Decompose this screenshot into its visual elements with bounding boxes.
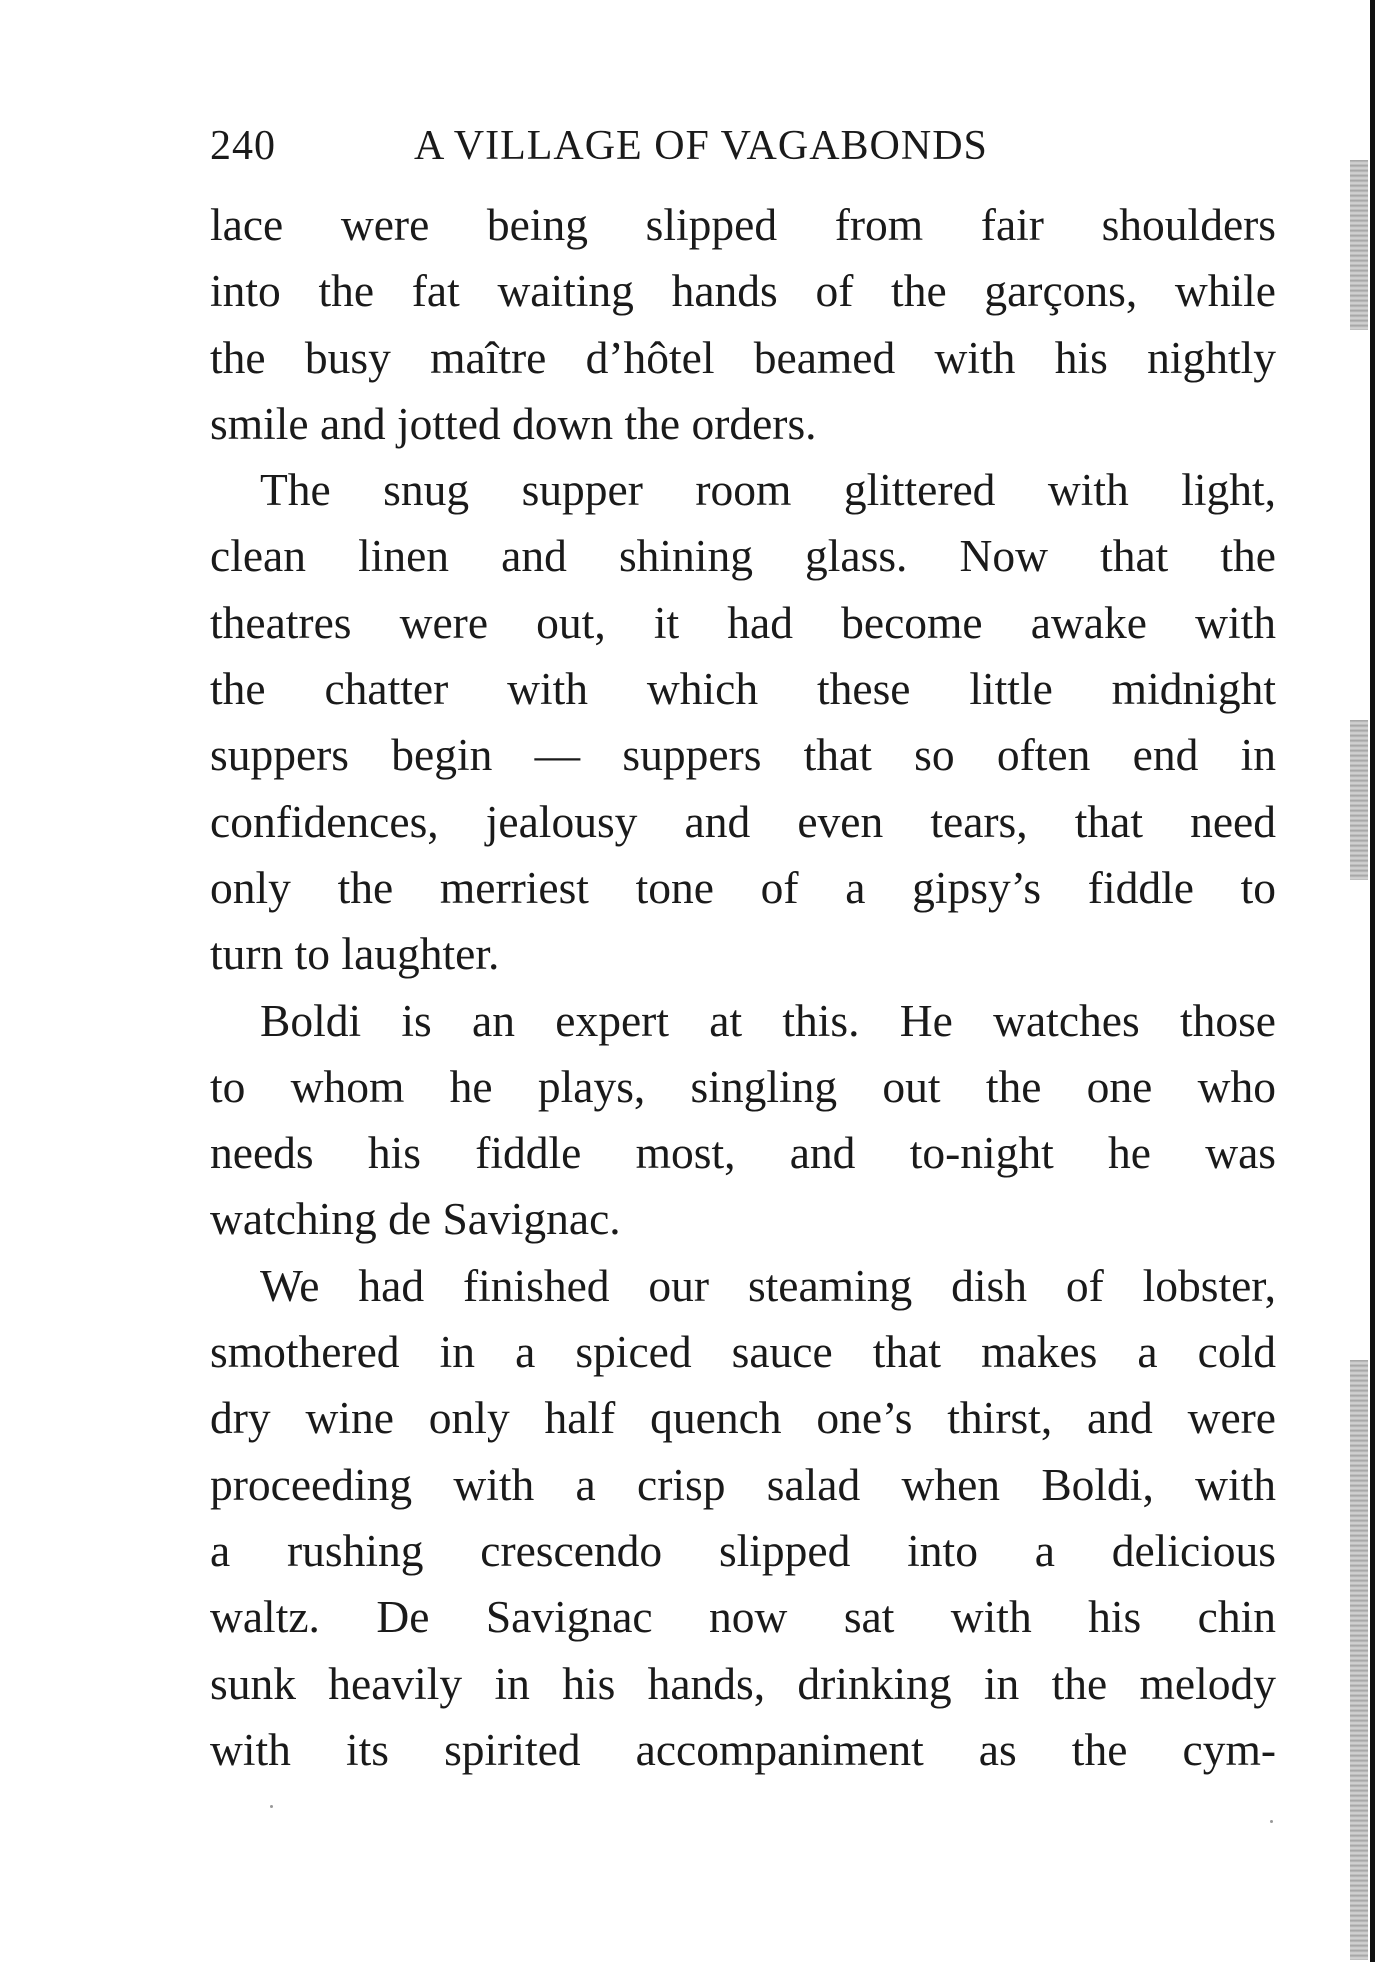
text-line: watching de Savignac. [210, 1193, 621, 1245]
running-title: A VILLAGE OF VAGABONDS [414, 123, 988, 169]
text-line: to whom he plays, singling out the one who [210, 1060, 1276, 1112]
paper-speck [270, 1805, 273, 1808]
text-line: needs his fiddle most, and to-night he was [210, 1127, 1276, 1179]
page-header [210, 118, 1090, 174]
text-line: proceeding with a crisp salad when Boldi, with [210, 1458, 1276, 1510]
paper-speck [1270, 1820, 1273, 1823]
paragraph-start-line: The snug supper room glittered with light, [260, 464, 1276, 516]
page-number: 240 [210, 123, 276, 169]
text-line: theatres were out, it had become awake with [210, 596, 1276, 648]
text-line: smothered in a spiced sauce that makes a cold [210, 1326, 1276, 1378]
binding-shadow [1350, 160, 1368, 330]
body-text [210, 192, 1276, 1783]
text-line: clean linen and shining glass. Now that the [210, 530, 1276, 582]
text-line: dry wine only half quench one’s thirst, and were [210, 1392, 1276, 1444]
text-line: suppers begin — suppers that so often end in [210, 729, 1276, 781]
paragraph-start-line: We had finished our steaming dish of lobster, [260, 1259, 1276, 1311]
text-line: the chatter with which these little midnight [210, 663, 1276, 715]
text-line: turn to laughter. [210, 928, 500, 980]
text-line: a rushing crescendo slipped into a delicious [210, 1524, 1276, 1576]
text-line: smile and jotted down the orders. [210, 397, 817, 449]
text-line: lace were being slipped from fair shoulders [210, 199, 1276, 250]
text-line: into the fat waiting hands of the garçons, while [210, 265, 1276, 317]
binding-shadow [1350, 720, 1368, 880]
text-line: waltz. De Savignac now sat with his chin [210, 1591, 1276, 1643]
paragraph-start-line: Boldi is an expert at this. He watches those [260, 994, 1276, 1046]
binding-edge [1370, 0, 1375, 1962]
binding-shadow [1350, 1360, 1368, 1960]
text-line: sunk heavily in his hands, drinking in the melody [210, 1657, 1276, 1709]
text-line: with its spirited accompaniment as the cym- [210, 1723, 1276, 1775]
text-line: confidences, jealousy and even tears, that need [210, 795, 1276, 847]
text-line: the busy maître d’hôtel beamed with his nightly [210, 331, 1276, 383]
text-line: only the merriest tone of a gipsy’s fiddle to [210, 861, 1276, 913]
